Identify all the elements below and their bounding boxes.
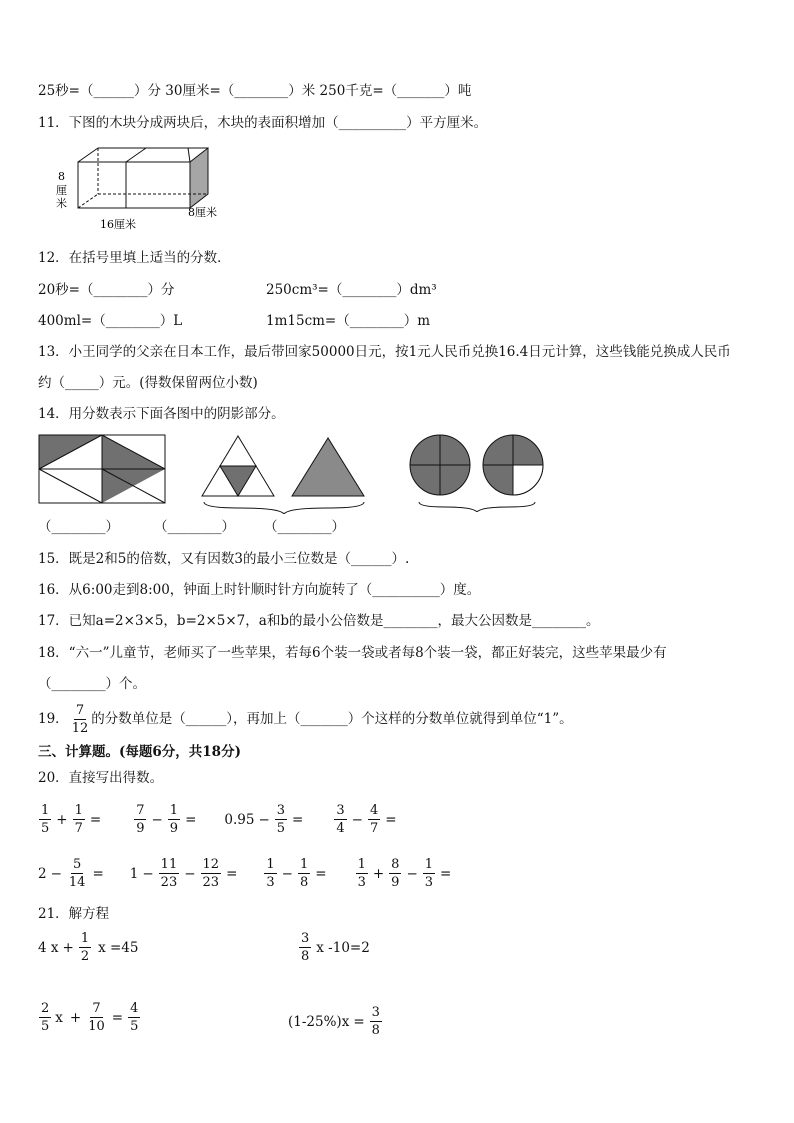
question-12-d: 1m15cm=（________）m [266,313,431,329]
frac: $\frac{4}{7}$ [369,803,379,836]
calc-row-1: $\frac{1}{5}$ + $\frac{1}{7}$ = $\frac{7}{9}$ − $\frac{1}{9}$ = 0.95 − $\frac{3}{5}$ = $\frac{3}{4}$ − $\frac{4}{7}$ = [41,803,397,836]
frac: $\frac{3}{4}$ [336,803,345,836]
question-18-line-1: 18．“六一”儿童节，老师买了一些苹果，若每6个装一袋或者每8个装一袋，都正好装完，这些苹果最少有 [38,645,667,661]
question-13-line-2: 约（_____）元。(得数保留两位小数) [38,375,258,391]
shaded-rectangle-figure [38,434,168,506]
question-20: 20．直接写出得数。 [38,770,164,786]
frac: $\frac{12}{23}$ [202,857,220,890]
frac: $\frac{8}{9}$ [391,857,400,890]
frac: $\frac{1}{3}$ [266,857,275,890]
question-13-line-1: 13．小王同学的父亲在日本工作，最后带回家50000日元，按1元人民币兑换16.4日元计算，这些钱能兑换成人民币 [38,344,731,360]
label-height-8: 8 [58,170,65,183]
question-15: 15．既是2和5的倍数，又有因数3的最小三位数是（______）. [38,551,410,567]
question-12-a: 20秒=（________）分 [38,282,175,298]
frac: $\frac{1}{3}$ [424,857,434,890]
question-12-c: 400ml=（________）L [38,313,183,329]
question-14-answer-3: （________） [264,519,345,535]
frac: $\frac{3}{5}$ [276,803,286,836]
question-12: 12．在括号里填上适当的分数． [38,250,231,266]
frac: $\frac{7}{9}$ [136,803,145,836]
question-18-line-2: （________）个。 [38,676,146,692]
fraction-7-12 [70,704,91,735]
label-height-cm-1: 厘 [56,184,67,197]
unit-conversion-line: 25秒=（______）分 30厘米=（________）米 250千克=（_______）吨 [38,83,472,99]
frac: $\frac{1}{9}$ [169,803,179,836]
equation-1: 4 x + $\frac{1}{2}$ x =45 [38,931,139,964]
frac: $\frac{1}{7}$ [74,803,83,836]
label-height-cm-2: 米 [56,197,67,210]
wood-block-figure [52,140,232,236]
equation-3: $\frac{2}{5}$ x + $\frac{7}{10}$ = $\frac{4}{5}$ [41,1001,139,1034]
equation-2: $\frac{3}{8}$ x -10=2 [301,931,370,964]
section-3-heading: 三、计算题。(每题6分，共18分) [38,744,241,760]
label-length-16: 16厘米 [100,218,136,231]
question-12-b: 250cm³=（________）dm³ [266,282,437,298]
frac: $\frac{1}{3}$ [357,857,366,890]
fraction-numerator: 7 [75,703,85,718]
frac: $\frac{1}{8}$ [299,857,309,890]
fraction-denominator: 12 [71,721,89,736]
question-14-answer-1: （________） [38,519,119,535]
question-21: 21．解方程 [38,906,110,922]
question-19 [38,704,573,735]
question-19-text: 的分数单位是（______），再加上（_______）个这样的分数单位就得到单位“1”。 [91,710,573,727]
frac: $\frac{11}{23}$ [160,857,178,890]
shaded-triangles-figure [200,434,370,514]
shaded-circles-figure [405,432,550,512]
frac: $\frac{5}{14}$ [68,857,86,890]
frac: $\frac{1}{5}$ [41,803,50,836]
question-14: 14．用分数表示下面各图中的阴影部分。 [38,406,285,422]
equation-4: (1-25%)x = $\frac{3}{8}$ [288,1005,380,1038]
calc-row-2: 2 − $\frac{5}{14}$ = 1 − $\frac{11}{23}$ − $\frac{12}{23}$ = $\frac{1}{3}$ − $\frac{1}{8}$ = $\frac{1}{3}$ + $\frac{8}{9}$ − $\frac{1}{3}$ = [38,857,452,890]
question-16: 16．从6:00走到8:00，钟面上时针顺时针方向旋转了（__________）度。 [38,582,481,598]
question-17: 17．已知a=2×3×5，b=2×5×7，a和b的最小公倍数是________，最大公因数是________。 [38,613,600,629]
question-19-number: 19． [38,710,69,727]
label-width-8: 8厘米 [188,206,217,219]
question-14-answer-2: （________） [154,519,235,535]
question-11: 11．下图的木块分成两块后，木块的表面积增加（__________）平方厘米。 [38,115,488,131]
